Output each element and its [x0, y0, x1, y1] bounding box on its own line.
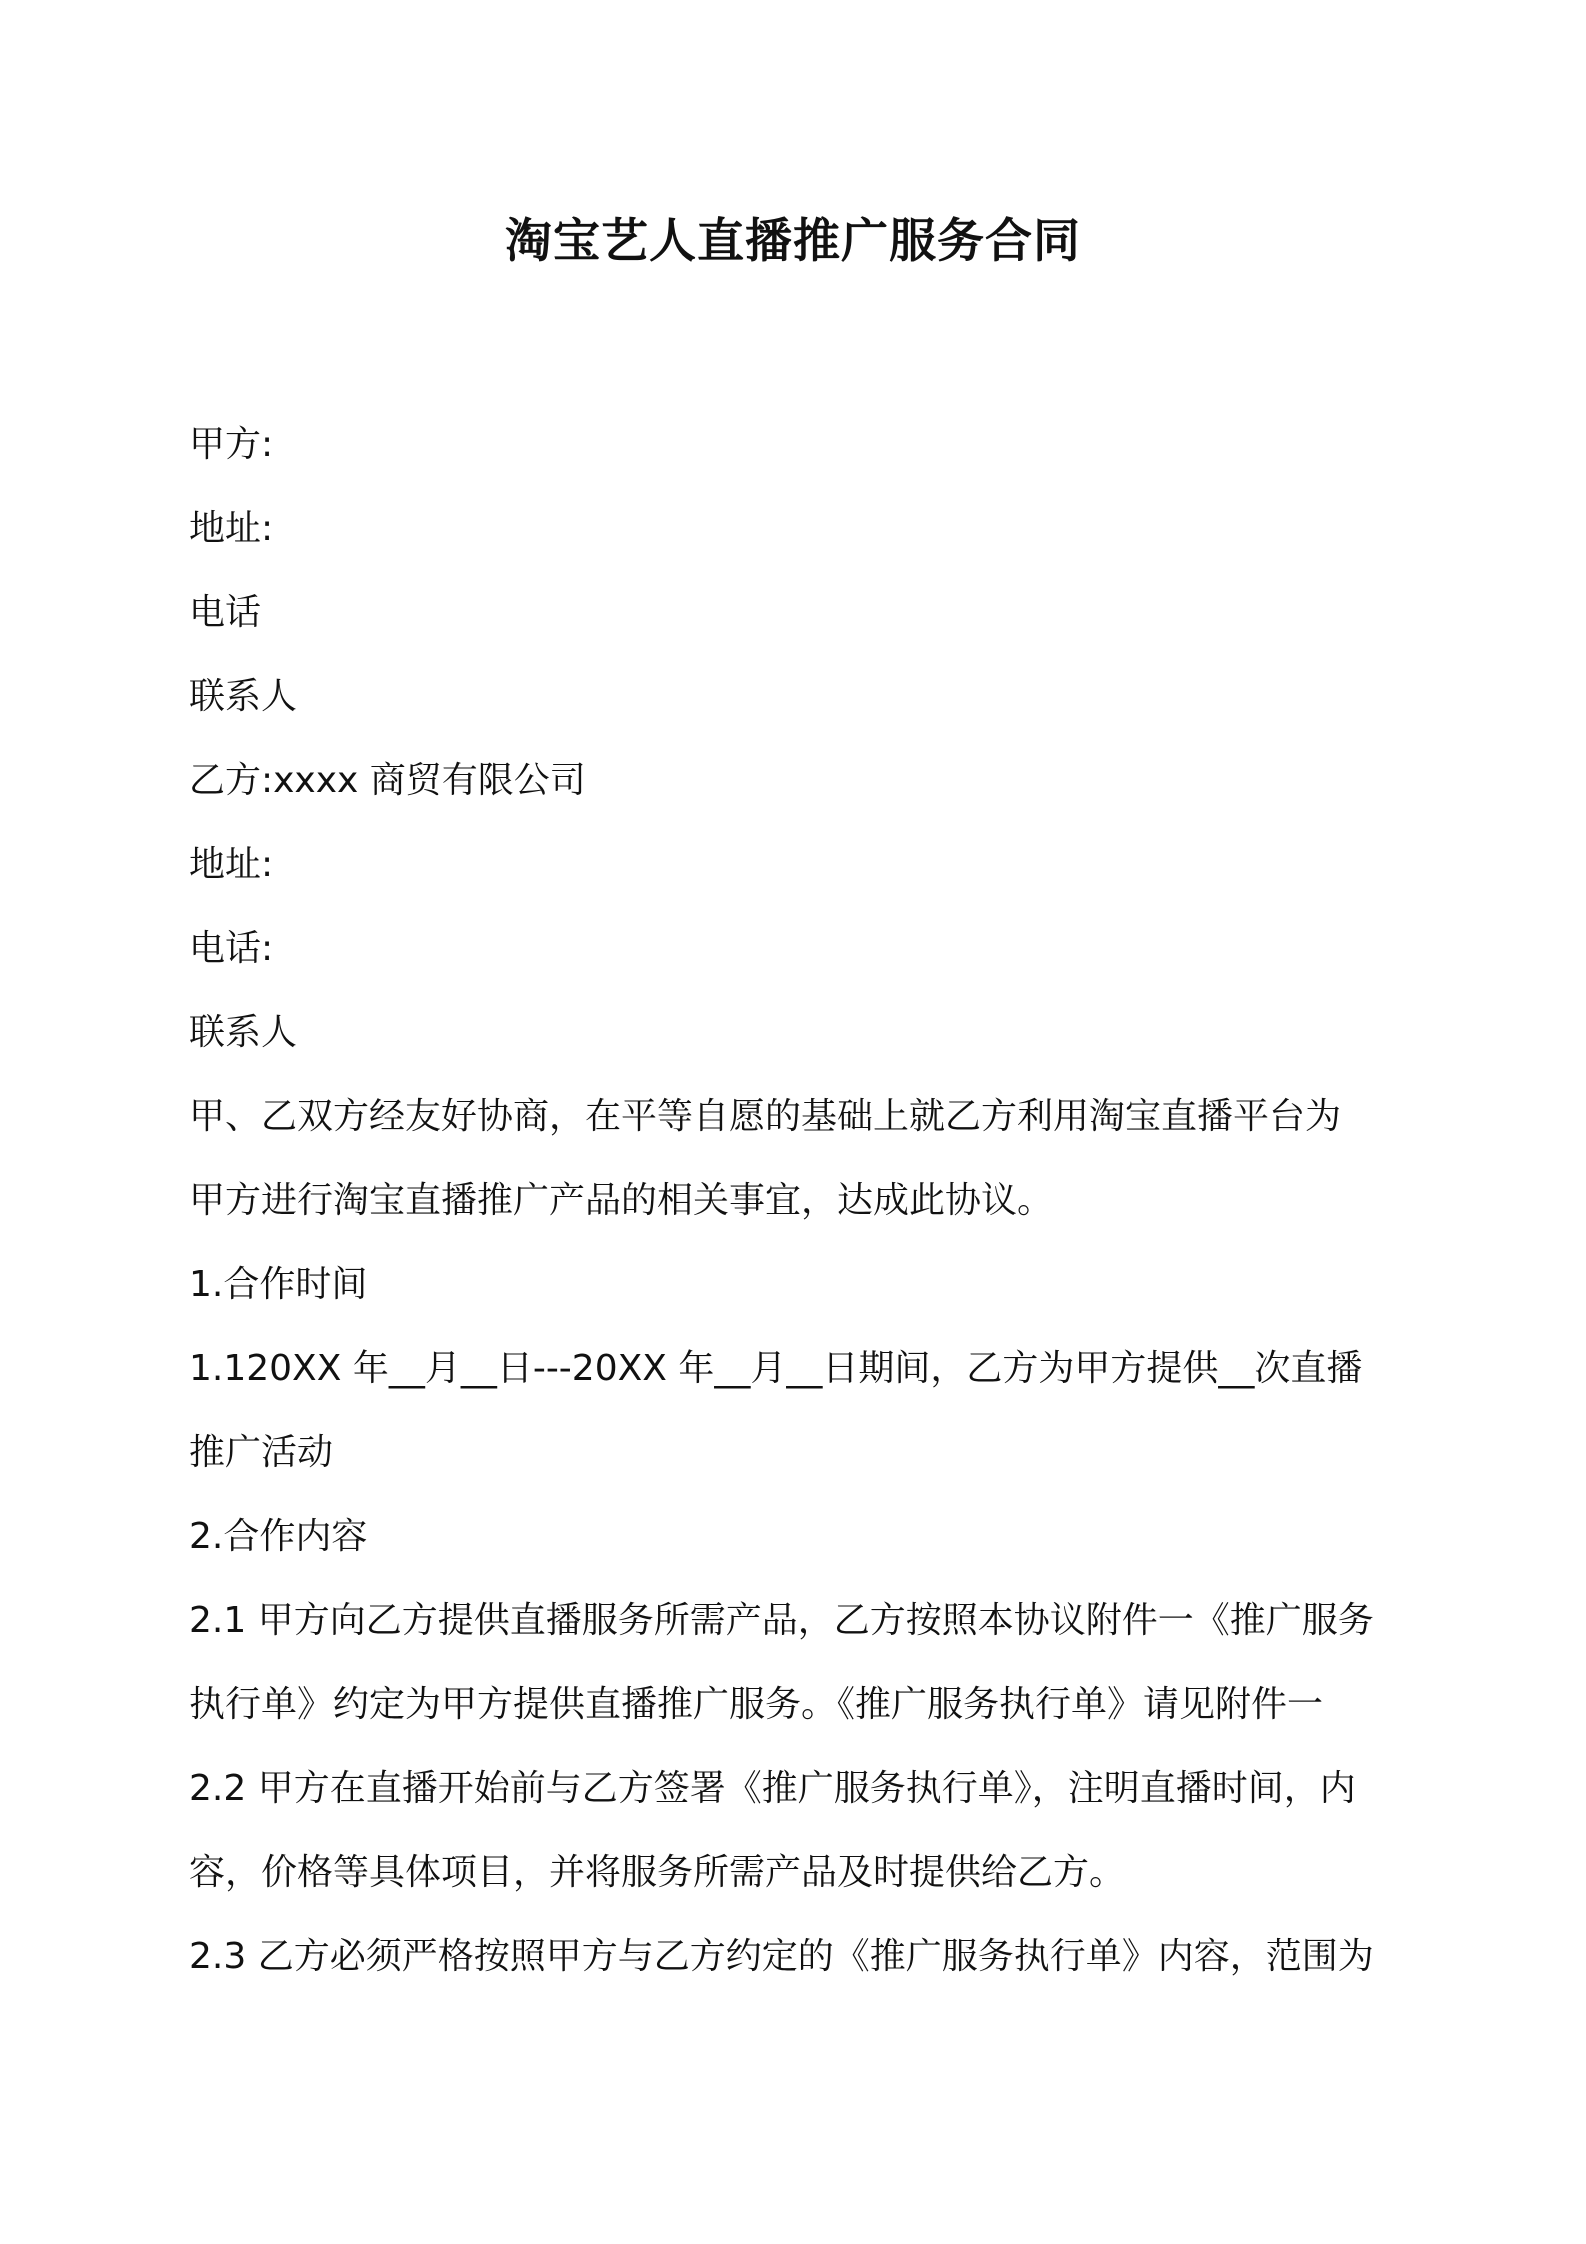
party-b-phone: 电话: — [189, 928, 274, 969]
party-b-address: 地址: — [189, 844, 274, 885]
document-title: 淘宝艺人直播推广服务合同 — [505, 214, 1081, 269]
section-1-heading: 1.合作时间 — [189, 1264, 368, 1305]
clause-2-3-line: 2.3 乙方必须严格按照甲方与乙方约定的《推广服务执行单》内容，范围为 — [189, 1936, 1374, 1977]
section-2-heading: 2.合作内容 — [189, 1516, 368, 1557]
party-a-phone: 电话 — [189, 592, 262, 633]
party-b-contact: 联系人 — [189, 1012, 298, 1053]
clause-1-1-line: 1.120XX 年__月__日---20XX 年__月__日期间，乙方为甲方提供__次直播 — [189, 1348, 1363, 1389]
party-b-name: 乙方:xxxx 商贸有限公司 — [189, 760, 586, 801]
preamble-line: 甲方进行淘宝直播推广产品的相关事宜，达成此协议。 — [189, 1180, 1054, 1221]
party-a-address: 地址: — [189, 508, 274, 549]
clause-2-2-line: 容，价格等具体项目，并将服务所需产品及时提供给乙方。 — [189, 1852, 1126, 1893]
document-body — [189, 403, 1414, 1999]
party-a-name: 甲方: — [189, 424, 274, 465]
preamble-line: 甲、乙双方经友好协商，在平等自愿的基础上就乙方利用淘宝直播平台为 — [189, 1096, 1342, 1137]
clause-2-1-line: 执行单》约定为甲方提供直播推广服务。《推广服务执行单》请见附件一 — [189, 1684, 1324, 1725]
clause-1-1-line: 推广活动 — [189, 1432, 334, 1473]
clause-2-2-line: 2.2 甲方在直播开始前与乙方签署《推广服务执行单》，注明直播时间，内 — [189, 1768, 1356, 1809]
party-a-contact: 联系人 — [189, 676, 298, 717]
clause-2-1-line: 2.1 甲方向乙方提供直播服务所需产品，乙方按照本协议附件一《推广服务 — [189, 1600, 1374, 1641]
